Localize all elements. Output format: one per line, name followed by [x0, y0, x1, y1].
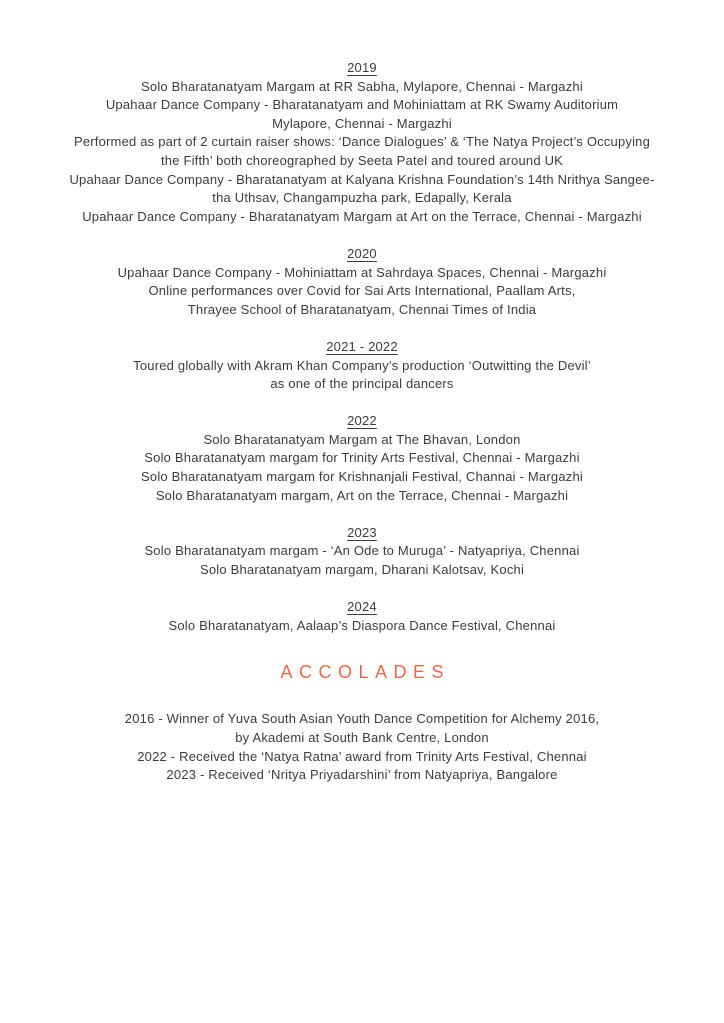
year-section-2020	[0, 245, 724, 319]
performance-line: Toured globally with Akram Khan Company’s production ‘Outwitting the Devil’	[133, 357, 591, 373]
performance-line: Solo Bharatanatyam margam for Krishnanjali Festival, Channai - Margazhi	[141, 469, 583, 485]
performance-line: Upahaar Dance Company - Bharatanatyam at Kalyana Krishna Foundation’s 14th Nrithya Sangee-	[69, 171, 655, 187]
year-heading-2023: 2023	[347, 524, 377, 540]
performance-line: Upahaar Dance Company - Bharatanatyam and Mohiniattam at RK Swamy Auditorium	[105, 97, 619, 113]
accolade-line: 2016 - Winner of Yuva South Asian Youth Dance Competition for Alchemy 2016,	[124, 711, 600, 727]
performance-line: Performed as part of 2 curtain raiser shows: ‘Dance Dialogues’ & ‘The Natya Project’s Occupying	[73, 134, 651, 150]
performance-line: Solo Bharatanatyam margam for Trinity Arts Festival, Chennai - Margazhi	[144, 450, 580, 466]
performance-line: Solo Bharatanatyam margam - ‘An Ode to Muruga’ - Natyapriya, Chennai	[144, 543, 580, 559]
accolade-line: 2022 - Received the ‘Natya Ratna’ award from Trinity Arts Festival, Chennai	[137, 748, 587, 764]
year-heading-2020: 2020	[347, 245, 377, 261]
year-section-2023	[0, 524, 724, 580]
accolades-heading: ACCOLADES	[280, 662, 451, 683]
performance-line: Solo Bharatanatyam Margam at The Bhavan, London	[203, 431, 521, 447]
performance-line: tha Uthsav, Changampuzha park, Edapally, Kerala	[212, 190, 512, 206]
performance-line: Solo Bharatanatyam margam, Dharani Kalotsav, Kochi	[199, 562, 525, 578]
year-section-2022	[0, 412, 724, 505]
year-heading-2021-2022: 2021 - 2022	[326, 338, 398, 354]
year-heading-2024: 2024	[347, 599, 377, 615]
performance-line: as one of the principal dancers	[270, 376, 454, 392]
year-section-2024	[0, 598, 724, 635]
performance-line: Upahaar Dance Company - Mohiniattam at Sahrdaya Spaces, Chennai - Margazhi	[117, 264, 607, 280]
performance-line: Online performances over Covid for Sai Arts International, Paallam Arts,	[148, 283, 576, 299]
performance-line: Thrayee School of Bharatanatyam, Chennai Times of India	[187, 301, 537, 317]
year-section-2021-2022	[0, 338, 724, 394]
performance-line: Upahaar Dance Company - Bharatanatyam Margam at Art on the Terrace, Chennai - Margazhi	[82, 208, 642, 224]
accolade-line: by Akademi at South Bank Centre, London	[235, 730, 489, 745]
performance-line: Solo Bharatanatyam Margam at RR Sabha, Mylapore, Chennai - Margazhi	[141, 78, 583, 94]
performance-line: Mylapore, Chennai - Margazhi	[272, 115, 452, 131]
performance-line: Solo Bharatanatyam margam, Art on the Terrace, Chennai - Margazhi	[155, 487, 569, 503]
accolades-section	[0, 662, 724, 784]
year-section-2019	[0, 59, 724, 226]
accolade-line: 2023 - Received ‘Nritya Priyadarshini’ from Natyapriya, Bangalore	[166, 767, 558, 783]
year-heading-2022: 2022	[347, 413, 377, 429]
performance-line: Solo Bharatanatyam, Aalaap’s Diaspora Dance Festival, Chennai	[168, 617, 556, 633]
year-heading-2019: 2019	[347, 60, 377, 75]
performance-line: the Fifth’ both choreographed by Seeta Patel and toured around UK	[160, 152, 564, 168]
